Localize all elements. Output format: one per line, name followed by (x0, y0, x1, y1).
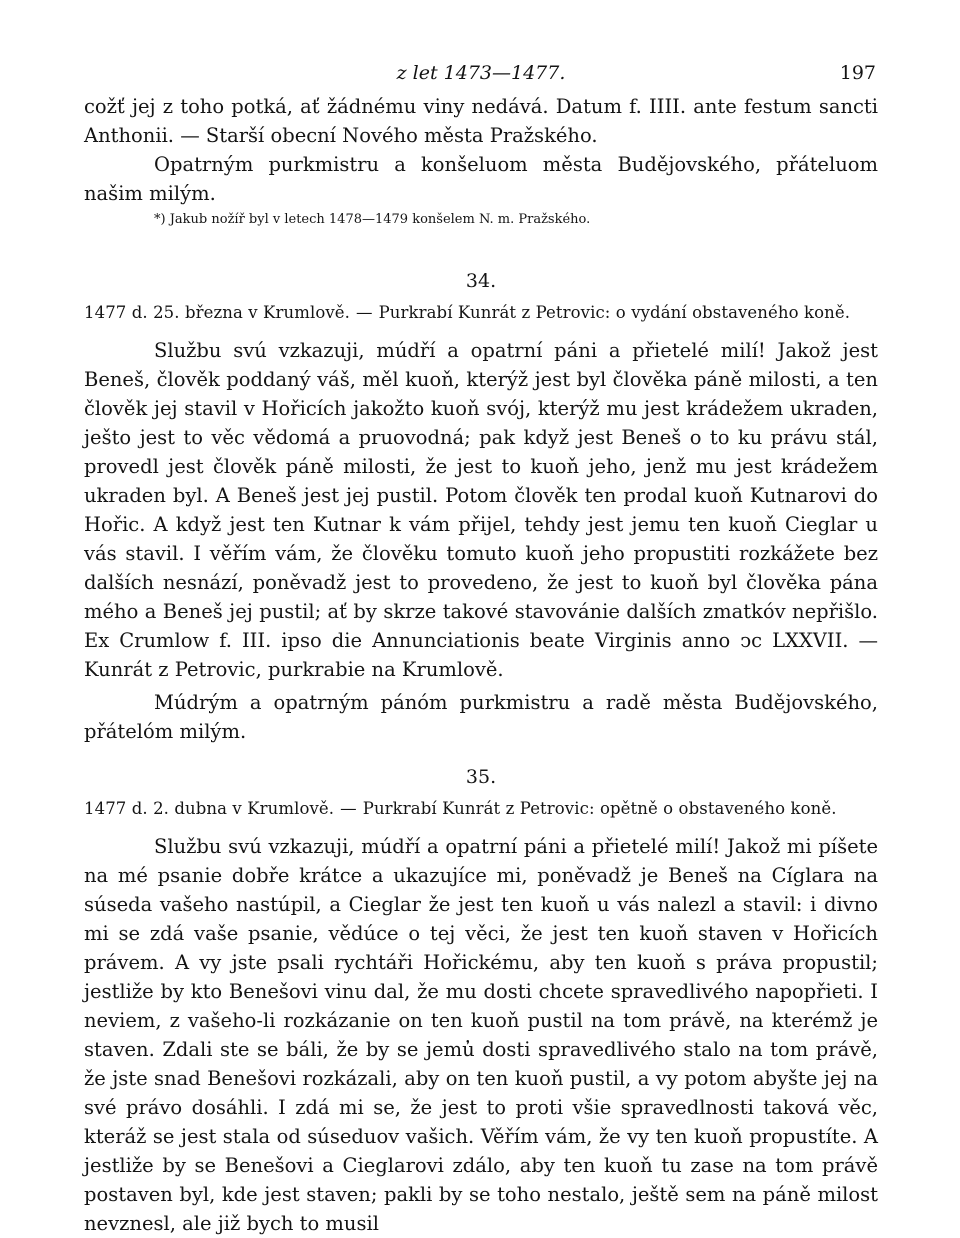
document-body-paragraph: Službu svú vzkazuji, múdří a opatrní páni a přietelé milí! Jakož jest Beneš, člověk poddaný váš, měl kuoň, kterýž jest byl člověka páně milosti, a ten člověk jej stavil v Hořicích jakožto kuoň svój, kterýž mu jest krádežem ukraden, ješto jest to věc vědomá a pruovodná; pak když jest Beneš o to ku právu stál, provedl jest člověk páně milosti, že jest to kuoň jeho, jenž mu jest krádežem ukraden byl. A Beneš jest jej pustil. Potom člověk ten prodal kuoň Kutnarovi do Hořic. A když jest ten Kutnar k vám přijel, tehdy jest jemu ten kuoň Cieglar u vás stavil. I věřím vám, že člověku tomuto kuoň jeho propustiti rozkážete bez dalších nesnází, poněvadž jest to provedeno, že jest to kuoň byl člověka pána mého a Beneš jej pustil; ať by skrze takové stavovánie dalších zmatkóv nepřišlo. Ex Crumlow f. III. ipso die Annunciationis beate Virginis anno ͻc LXXVII. — Kunrát z Petrovic, purkrabie na Krumlově. (84, 339, 878, 681)
footnote: *) Jakub nožíř byl v letech 1478—1479 konšelem N. m. Pražského. (154, 212, 591, 227)
continued-paragraph: cožť jej z toho potká, ať žádnému viny nedává. Datum f. IIII. ante festum sancti Anthonii. — Starší obecní Nového města Pražského. (84, 95, 878, 147)
document-regest (84, 796, 878, 822)
regest-summary: Purkrabí Kunrát z Petrovic: o vydání obstaveného koně. (378, 303, 851, 322)
document-number: 34. (465, 270, 497, 292)
document-body-paragraph: Službu svú vzkazuji, múdří a opatrní páni a přietelé milí! Jakož mi píšete na mé psanie dobře krátce a ukazujíce mi, poněvadž je Beneš na Cíglara na súseda vašeho nastúpil, a Cieglar že jest ten kuoň u vás nalezl a stavil: i divno mi se zdá vaše psanie, vědúce o tej věci, že jest ten kuoň staven v Hořicích právem. A vy jste psali rychtáři Hořickému, aby ten kuoň s práva propustil; jestliže by kto Benešovi vinu dal, že mu dosti chcete spravedlivého napopřieti. I neviem, z vašeho-li rozkázanie on ten kuoň pustil na tom právě, na kterémž je staven. Zdali ste se báli, že by se jemu̓ dosti spravedlivého stalo na tom právě, že jste snad Benešovi rozkázali, aby on ten kuoň pustil, a vy potom abyšte jej na své právo dosáhli. I zdá mi se, že jest to proti všie spravedlnosti taková věc, kteráž se jest stala od súseduov vašich. Věřím vám, že vy ten kuoň propustíte. A jestliže by se Benešovi a Cieglarovi zdálo, aby ten kuoň tu zase na tom právě postaven byl, kde jest staven; pakli by se toho nestalo, ještě sem na páně milost nevznesl, ale již bych to musil (84, 835, 878, 1235)
regest-separator: — (340, 799, 357, 818)
regest-separator: — (356, 303, 373, 322)
regest-summary: Purkrabí Kunrát z Petrovic: opětně o obstaveného koně. (362, 799, 837, 818)
address-line: Opatrným purkmistru a konšeluom města Budějovského, přáteluom našim milým. (84, 153, 878, 205)
regest-date-place: 1477 d. 25. března v Krumlově. (84, 303, 350, 322)
document-number: 35. (465, 766, 497, 788)
document-address-paragraph: Múdrým a opatrným pánóm purkmistru a radě města Budějovského, přátelóm milým. (84, 691, 878, 743)
running-head (84, 58, 878, 92)
document-regest (84, 300, 878, 326)
document-page (84, 58, 878, 1238)
regest-date-place: 1477 d. 2. dubna v Krumlově. (84, 799, 335, 818)
page-number: 197 (839, 62, 876, 84)
running-title: z let 1473—1477. (396, 62, 566, 84)
